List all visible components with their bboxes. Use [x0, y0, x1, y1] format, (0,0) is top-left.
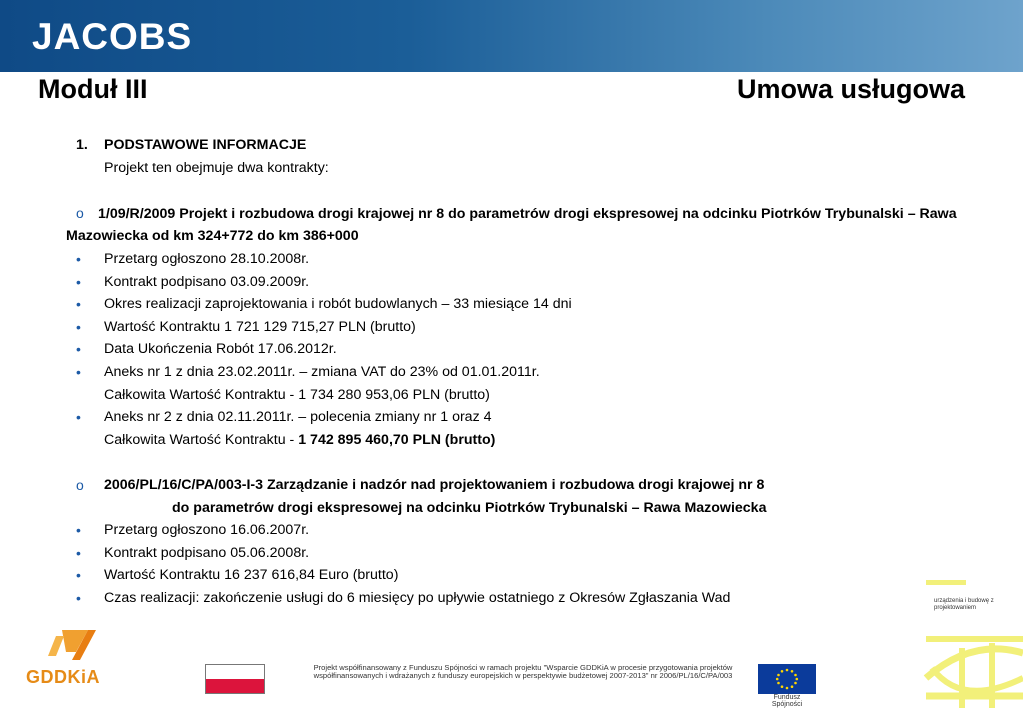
contract2-title-line2: do parametrów drogi ekspresowej na odcinku Piotrków Trybunalski – Rawa Mazowiecka: [172, 499, 767, 516]
bullet-icon: •: [76, 589, 81, 606]
circle-bullet-icon: o: [76, 204, 84, 221]
bullet-icon: •: [76, 296, 81, 313]
list-item-text: Wartość Kontraktu 1 721 129 715,27 PLN (brutto): [104, 318, 416, 335]
bullet-icon: •: [76, 409, 81, 426]
bullet-icon: •: [76, 544, 81, 561]
gddkia-label: GDDKiA: [26, 667, 100, 687]
list-item: [66, 564, 966, 587]
list-item-text: Data Ukończenia Robót 17.06.2012r.: [104, 341, 337, 358]
funding-note: Projekt współfinansowany z Funduszu Spójności w ramach projektu "Wsparcie GDDKiA w procesie przygotowania projektów współfinansowanych i wdrażanych z funduszy europejskich w perspektywie budżetowej 2007-2013" nr 2006/PL/16/C/PA/003: [313, 663, 733, 681]
module-title: Moduł III: [38, 74, 148, 104]
list-item: [66, 542, 966, 565]
bullet-icon: •: [76, 318, 81, 335]
list-item: [66, 361, 966, 384]
eu-flag-icon: [758, 664, 816, 694]
poland-flag-icon: [205, 664, 265, 694]
list-item-text: Przetarg ogłoszono 28.10.2008r.: [104, 250, 310, 267]
header-banner: [0, 0, 1023, 72]
contract1-title: [66, 202, 966, 248]
contract2-title-line1: 2006/PL/16/C/PA/003-I-3 Zarządzanie i nadzór nad projektowaniem i rozbudowa drogi krajowej nr 8: [104, 476, 765, 493]
list-item: [66, 293, 966, 316]
list-item-text: Aneks nr 2 z dnia 02.11.2011r. – polecenia zmiany nr 1 oraz 4: [104, 409, 492, 426]
aneks2-total: [66, 429, 966, 452]
list-item: [66, 271, 966, 294]
contract1-title-text: 1/09/R/2009 Projekt i rozbudowa drogi krajowej nr 8 do parametrów drogi ekspresowej na odcinku Piotrków Trybunalski – Rawa Mazowiecka od km 324+772 do km 386+000: [66, 205, 957, 245]
list-item-text: Czas realizacji: zakończenie usługi do 6 miesięcy po upływie ostatniego z Okresów Zgłaszania Wad: [104, 589, 731, 606]
jacobs-logo: JACOBS: [32, 16, 193, 57]
page-title: Umowa usługowa: [736, 74, 965, 104]
list-item: [66, 406, 966, 429]
list-item: [66, 338, 966, 361]
bullet-icon: •: [76, 273, 81, 290]
list-item-text: Kontrakt podpisano 05.06.2008r.: [104, 544, 310, 561]
list-item: [66, 316, 966, 339]
bullet-icon: •: [76, 341, 81, 358]
list-item-text: Okres realizacji zaprojektowania i robót budowlanych – 33 miesiące 14 dni: [104, 296, 572, 313]
list-item-text: Wartość Kontraktu 16 237 616,84 Euro (brutto): [104, 567, 399, 584]
content-body: [66, 134, 966, 609]
eu-fund-label: Fundusz Spójności: [771, 694, 803, 708]
list-item: [66, 519, 966, 542]
section-number: 1.: [76, 137, 88, 153]
contract2-title: [66, 474, 966, 497]
list-item-text: Przetarg ogłoszono 16.06.2007r.: [104, 522, 310, 539]
circle-bullet-icon: o: [76, 476, 84, 493]
side-card-text: urządzenia i budowę z projektowaniem: [934, 598, 994, 611]
list-item-text: Aneks nr 1 z dnia 23.02.2011r. – zmiana VAT do 23% od 01.01.2011r.: [104, 363, 540, 380]
section-heading: [66, 134, 966, 157]
aneks2-total-label: Całkowita Wartość Kontraktu -: [104, 431, 299, 448]
aneks1-total: Całkowita Wartość Kontraktu - 1 734 280 953,06 PLN (brutto): [104, 386, 490, 403]
list-item: [66, 587, 966, 610]
bullet-icon: •: [76, 363, 81, 380]
aneks2-total-value: 1 742 895 460,70 PLN (brutto): [298, 431, 496, 448]
list-item-text: Kontrakt podpisano 03.09.2009r.: [104, 273, 310, 290]
bullet-icon: •: [76, 567, 81, 584]
list-item: [66, 248, 966, 271]
bullet-icon: •: [76, 250, 81, 267]
section-heading-text: PODSTAWOWE INFORMACJE: [104, 137, 307, 153]
bullet-icon: •: [76, 522, 81, 539]
section-intro: Projekt ten obejmuje dwa kontrakty:: [104, 159, 329, 176]
